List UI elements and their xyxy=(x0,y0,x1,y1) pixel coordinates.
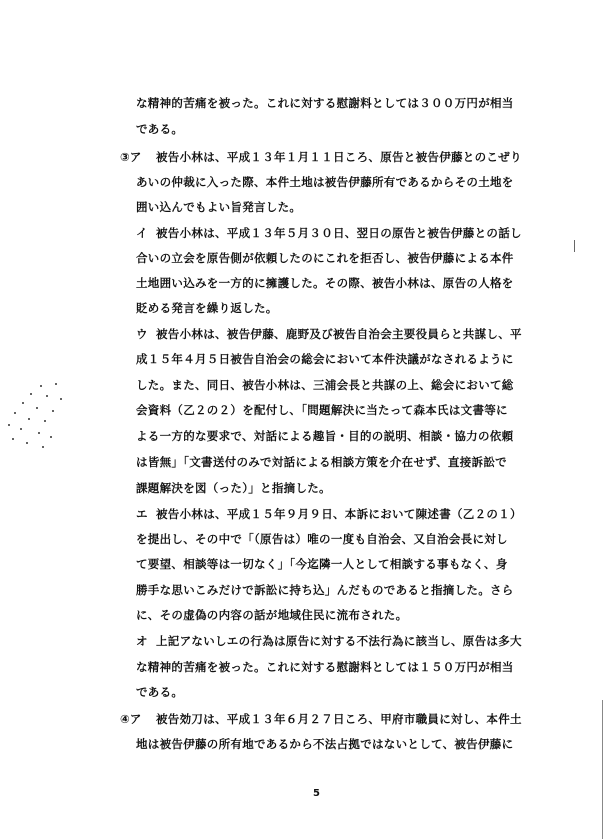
text-line: 合いの立会を原告側が依頼したのにこれを拒否し、被告伊藤による本件 xyxy=(136,251,514,265)
text-line: な精神的苦痛を被った。これに対する慰謝料としては３００万円が相当 xyxy=(136,96,514,110)
text-line: 上記アないしエの行為は原告に対する不法行為に該当し、原告は多大 xyxy=(156,634,522,648)
text-line: な精神的苦痛を被った。これに対する慰謝料としては１５０万円が相当 xyxy=(136,660,514,674)
text-line: て要望、相談等は一切なく」「今迄隣一人として相談する事もなく、身 xyxy=(136,557,508,571)
text-line: 被告小林は、平成１３年１月１１日ころ、原告と被告伊藤とのこぜり xyxy=(156,150,522,164)
text-line: は皆無」「文書送付のみで対話による相談方策を介在せず、直接訴訟で xyxy=(136,455,507,469)
text-line: 被告小林は、被告伊藤、鹿野及び被告自治会主要役員らと共謀し、平 xyxy=(156,327,522,341)
text-line: 勝手な思いこみだけで訴訟に持ち込」んだものであると指摘した。さら xyxy=(136,583,514,597)
text-line: あいの仲裁に入った際、本件土地は被告伊藤所有であるからその土地を xyxy=(136,175,514,189)
item-marker: オ xyxy=(136,634,148,648)
text-line: に、その虚偽の内容の話が地域住民に流布された。 xyxy=(136,608,408,622)
scan-edge-line xyxy=(602,700,603,839)
section-marker: ③ア xyxy=(120,150,142,164)
text-line: である。 xyxy=(136,685,184,699)
text-line: 被告小林は、平成１３年５月３０日、翌日の原告と被告伊藤との話し xyxy=(156,226,522,240)
text-line: した。また、同日、被告小林は、三浦会長と共謀の上、総会において総 xyxy=(136,378,514,392)
text-line: 成１５年４月５日被告自治会の総会において本件決議がなされるように xyxy=(136,352,514,366)
text-line: 貶める発言を繰り返した。 xyxy=(136,301,278,315)
item-marker: エ xyxy=(136,507,148,521)
page-number: 5 xyxy=(313,788,320,799)
text-line: よる一方的な要求で、対話による趣旨・目的の説明、相談・協力の依頼 xyxy=(136,429,514,443)
scan-edge-line xyxy=(574,240,575,252)
text-line: 地は被告伊藤の所有地であるから不法占拠ではないとして、被告伊藤に xyxy=(136,737,514,751)
text-line: 課題解決を図（った）」と指摘した。 xyxy=(136,481,331,495)
text-line: である。 xyxy=(136,122,184,136)
item-marker: イ xyxy=(136,226,148,240)
text-line: 被告小林は、平成１５年９月９日、本訴において陳述書（乙２の１） xyxy=(156,507,522,521)
item-marker: ウ xyxy=(136,327,148,341)
text-line: 囲い込んでもよい旨発言した。 xyxy=(136,200,302,214)
text-line: 被告効刀は、平成１３年６月２７日ころ、甲府市職員に対し、本件土 xyxy=(156,712,522,726)
text-line: 土地囲い込みを一方的に擁護した。その際、被告小林は、原告の人格を xyxy=(136,276,514,290)
section-marker: ④ア xyxy=(120,712,142,726)
text-line: を提出し、その中で「（原告は）唯の一度も自治会、又自治会長に対し xyxy=(136,532,508,546)
text-line: 会資料（乙２の２）を配付し、「問題解決に当たって森本氏は文書等に xyxy=(136,403,508,417)
